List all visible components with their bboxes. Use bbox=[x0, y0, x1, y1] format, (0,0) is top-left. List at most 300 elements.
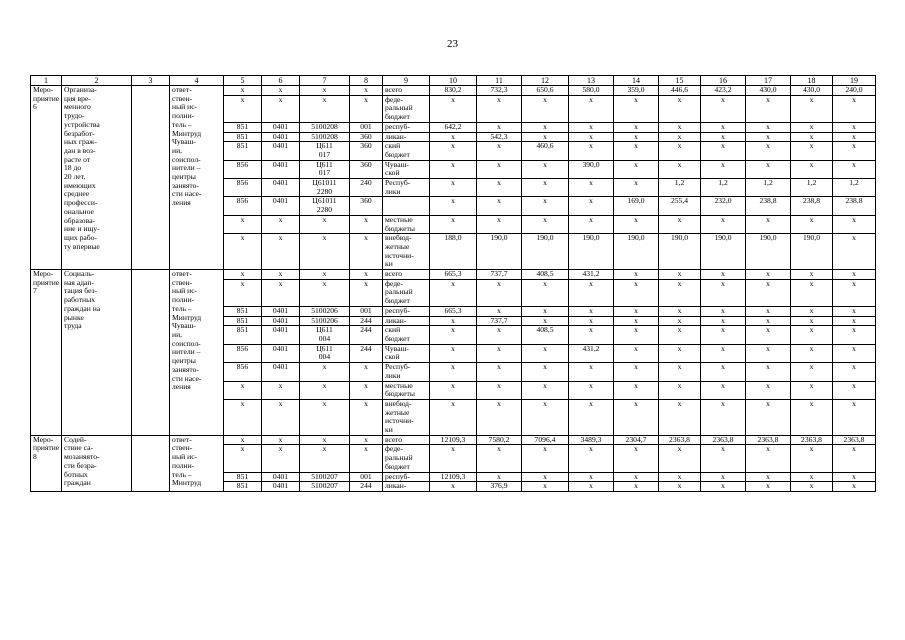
grbs-cell: 851 bbox=[224, 326, 262, 344]
value-cell: 255,4 bbox=[659, 197, 701, 215]
vr-cell: 001 bbox=[350, 306, 383, 316]
value-cell: x bbox=[659, 270, 701, 280]
value-cell: x bbox=[746, 215, 791, 233]
value-cell: x bbox=[614, 316, 659, 326]
value-cell: x bbox=[659, 326, 701, 344]
value-cell: x bbox=[522, 399, 569, 435]
value-cell: 376,9 bbox=[477, 482, 522, 492]
value-cell: 7580,2 bbox=[477, 435, 522, 445]
value-cell: x bbox=[701, 363, 746, 381]
funding-source-cell: Респуб- лики bbox=[383, 363, 430, 381]
rzpr-cell: 0401 bbox=[262, 472, 300, 482]
value-cell: x bbox=[614, 215, 659, 233]
value-cell: 240,0 bbox=[833, 86, 876, 96]
vr-cell: x bbox=[350, 270, 383, 280]
value-cell: x bbox=[833, 316, 876, 326]
value-cell: 190,0 bbox=[569, 234, 614, 270]
value-cell: x bbox=[430, 142, 477, 160]
value-cell: 359,0 bbox=[614, 86, 659, 96]
csr-cell: x bbox=[300, 445, 350, 472]
value-cell: x bbox=[701, 326, 746, 344]
value-cell: x bbox=[522, 132, 569, 142]
csr-cell: 5100208 bbox=[300, 132, 350, 142]
value-cell: x bbox=[569, 197, 614, 215]
value-cell: x bbox=[746, 122, 791, 132]
value-cell: x bbox=[430, 326, 477, 344]
value-cell: 1,2 bbox=[833, 179, 876, 197]
csr-cell: x bbox=[300, 279, 350, 306]
csr-cell: x bbox=[300, 86, 350, 96]
vr-cell: 360 bbox=[350, 197, 383, 215]
funding-source-cell: местные бюджеты bbox=[383, 215, 430, 233]
table-row bbox=[31, 435, 876, 445]
value-cell: x bbox=[477, 160, 522, 178]
rzpr-cell: 0401 bbox=[262, 306, 300, 316]
rzpr-cell: 0401 bbox=[262, 179, 300, 197]
value-cell: x bbox=[659, 122, 701, 132]
grbs-cell: x bbox=[224, 381, 262, 399]
value-cell: x bbox=[477, 472, 522, 482]
value-cell: x bbox=[701, 445, 746, 472]
value-cell: x bbox=[430, 95, 477, 122]
value-cell: x bbox=[746, 160, 791, 178]
measure-name-cell: Социаль- ная адап- тация без- работных граждан на рынке труда bbox=[62, 270, 132, 436]
value-cell: 650,6 bbox=[522, 86, 569, 96]
value-cell: x bbox=[522, 306, 569, 316]
vr-cell: 001 bbox=[350, 472, 383, 482]
value-cell: x bbox=[791, 445, 833, 472]
rzpr-cell: x bbox=[262, 381, 300, 399]
value-cell: x bbox=[614, 363, 659, 381]
value-cell: x bbox=[477, 179, 522, 197]
value-cell: x bbox=[614, 306, 659, 316]
value-cell: x bbox=[746, 95, 791, 122]
value-cell: 737,7 bbox=[477, 316, 522, 326]
value-cell: x bbox=[833, 326, 876, 344]
value-cell: x bbox=[569, 316, 614, 326]
value-cell: x bbox=[791, 381, 833, 399]
csr-cell: x bbox=[300, 381, 350, 399]
header-cell: 18 bbox=[791, 76, 833, 86]
value-cell: x bbox=[659, 142, 701, 160]
csr-cell: Ц611 017 bbox=[300, 142, 350, 160]
value-cell: x bbox=[791, 132, 833, 142]
value-cell: x bbox=[791, 482, 833, 492]
grbs-cell: 856 bbox=[224, 179, 262, 197]
value-cell: x bbox=[569, 179, 614, 197]
value-cell: x bbox=[659, 95, 701, 122]
value-cell: x bbox=[833, 142, 876, 160]
rzpr-cell: x bbox=[262, 445, 300, 472]
header-cell: 14 bbox=[614, 76, 659, 86]
value-cell: x bbox=[477, 399, 522, 435]
value-cell: x bbox=[833, 381, 876, 399]
value-cell: x bbox=[477, 344, 522, 362]
value-cell: 460,6 bbox=[522, 142, 569, 160]
value-cell: x bbox=[477, 197, 522, 215]
funding-source-cell: Респуб- лики bbox=[383, 179, 430, 197]
value-cell: 580,0 bbox=[569, 86, 614, 96]
table-row bbox=[31, 270, 876, 280]
value-cell: x bbox=[659, 132, 701, 142]
vr-cell: 244 bbox=[350, 326, 383, 344]
value-cell: 188,0 bbox=[430, 234, 477, 270]
value-cell: x bbox=[522, 344, 569, 362]
funding-source-cell: ликан- bbox=[383, 132, 430, 142]
header-cell: 2 bbox=[62, 76, 132, 86]
executor-cell: ответ- ствен- ный ис- полни- тель – Минтруд Чуваш- ии, соиспол- нители – центры заняято- сти насе- ления bbox=[170, 270, 224, 436]
value-cell: x bbox=[791, 363, 833, 381]
value-cell: x bbox=[614, 381, 659, 399]
value-cell: x bbox=[746, 482, 791, 492]
value-cell: x bbox=[477, 326, 522, 344]
csr-cell: x bbox=[300, 95, 350, 122]
value-cell: 2363,8 bbox=[659, 435, 701, 445]
rzpr-cell: 0401 bbox=[262, 316, 300, 326]
value-cell: x bbox=[659, 316, 701, 326]
value-cell: 423,2 bbox=[701, 86, 746, 96]
measure-name-cell: Организа- ция вре- менного трудо- устройства безработ- ных граж- дан в воз- расте от 18 до 20 лет, имеющих среднее професси- ональное образова- ние и ищу- щих рабо- ту впервые bbox=[62, 86, 132, 270]
page-number: 23 bbox=[447, 38, 458, 50]
measure-id-cell: Меро- приятие 7 bbox=[31, 270, 62, 436]
rzpr-cell: x bbox=[262, 270, 300, 280]
grbs-cell: x bbox=[224, 215, 262, 233]
vr-cell: x bbox=[350, 234, 383, 270]
rzpr-cell: x bbox=[262, 279, 300, 306]
grbs-cell: 851 bbox=[224, 142, 262, 160]
vr-cell: 244 bbox=[350, 482, 383, 492]
value-cell: x bbox=[701, 142, 746, 160]
rzpr-cell: 0401 bbox=[262, 326, 300, 344]
value-cell: x bbox=[659, 344, 701, 362]
rzpr-cell: 0401 bbox=[262, 363, 300, 381]
csr-cell: x bbox=[300, 234, 350, 270]
vr-cell: 360 bbox=[350, 142, 383, 160]
value-cell: x bbox=[614, 445, 659, 472]
value-cell: 2304,7 bbox=[614, 435, 659, 445]
funding-source-cell: Чуваш- ской bbox=[383, 344, 430, 362]
value-cell: 232,0 bbox=[701, 197, 746, 215]
value-cell: x bbox=[614, 132, 659, 142]
rzpr-cell: x bbox=[262, 86, 300, 96]
value-cell: x bbox=[430, 197, 477, 215]
value-cell: x bbox=[430, 482, 477, 492]
value-cell: 190,0 bbox=[746, 234, 791, 270]
value-cell: x bbox=[701, 160, 746, 178]
value-cell: x bbox=[791, 472, 833, 482]
value-cell: 1,2 bbox=[659, 179, 701, 197]
value-cell: 390,0 bbox=[569, 160, 614, 178]
value-cell: 190,0 bbox=[477, 234, 522, 270]
value-cell: 830,2 bbox=[430, 86, 477, 96]
grbs-cell: 851 bbox=[224, 122, 262, 132]
measure-id-cell: Меро- приятие 6 bbox=[31, 86, 62, 270]
value-cell: x bbox=[569, 279, 614, 306]
grbs-cell: x bbox=[224, 95, 262, 122]
value-cell: 642,2 bbox=[430, 122, 477, 132]
value-cell: 190,0 bbox=[614, 234, 659, 270]
header-cell: 19 bbox=[833, 76, 876, 86]
value-cell: x bbox=[746, 142, 791, 160]
value-cell: 431,2 bbox=[569, 344, 614, 362]
funding-source-cell: феде- ральный бюджет bbox=[383, 279, 430, 306]
value-cell: x bbox=[833, 95, 876, 122]
funding-source-cell: ликан- bbox=[383, 482, 430, 492]
value-cell: x bbox=[791, 399, 833, 435]
funding-source-cell: респуб- bbox=[383, 472, 430, 482]
csr-cell: x bbox=[300, 270, 350, 280]
header-cell: 10 bbox=[430, 76, 477, 86]
value-cell: x bbox=[614, 95, 659, 122]
value-cell: x bbox=[791, 279, 833, 306]
executor-cell: ответ- ствен- ный ис- полни- тель – Минтруд Чуваш- ии, соиспол- нители – центры заняято- сти насе- ления bbox=[170, 86, 224, 270]
value-cell: 190,0 bbox=[659, 234, 701, 270]
value-cell: 1,2 bbox=[701, 179, 746, 197]
value-cell: x bbox=[701, 279, 746, 306]
funding-source-cell: феде- ральный бюджет bbox=[383, 95, 430, 122]
header-cell: 13 bbox=[569, 76, 614, 86]
value-cell: x bbox=[614, 160, 659, 178]
value-cell: x bbox=[569, 381, 614, 399]
header-cell: 7 bbox=[300, 76, 350, 86]
value-cell: x bbox=[701, 316, 746, 326]
header-cell: 5 bbox=[224, 76, 262, 86]
value-cell: x bbox=[477, 122, 522, 132]
grbs-cell: 851 bbox=[224, 306, 262, 316]
value-cell: x bbox=[569, 482, 614, 492]
value-cell: 12109,3 bbox=[430, 472, 477, 482]
value-cell: x bbox=[833, 306, 876, 316]
header-cell: 11 bbox=[477, 76, 522, 86]
funding-source-cell: феде- ральный бюджет bbox=[383, 445, 430, 472]
value-cell: x bbox=[833, 234, 876, 270]
value-cell: x bbox=[701, 215, 746, 233]
value-cell: x bbox=[569, 215, 614, 233]
value-cell: x bbox=[833, 472, 876, 482]
column3-cell bbox=[132, 270, 170, 436]
grbs-cell: x bbox=[224, 435, 262, 445]
value-cell: x bbox=[430, 179, 477, 197]
grbs-cell: 856 bbox=[224, 344, 262, 362]
funding-source-cell: всего bbox=[383, 86, 430, 96]
value-cell: x bbox=[522, 160, 569, 178]
header-cell: 1 bbox=[31, 76, 62, 86]
grbs-cell: x bbox=[224, 86, 262, 96]
value-cell: 408,5 bbox=[522, 326, 569, 344]
column3-cell bbox=[132, 435, 170, 491]
value-cell: x bbox=[791, 344, 833, 362]
value-cell: x bbox=[614, 326, 659, 344]
header-cell: 16 bbox=[701, 76, 746, 86]
value-cell: x bbox=[430, 215, 477, 233]
value-cell: x bbox=[614, 344, 659, 362]
value-cell: x bbox=[791, 215, 833, 233]
value-cell: x bbox=[746, 381, 791, 399]
value-cell: x bbox=[701, 482, 746, 492]
value-cell: x bbox=[701, 472, 746, 482]
funding-source-cell: всего bbox=[383, 435, 430, 445]
executor-cell: ответ- ствен- ный ис- полни- тель – Минтруд bbox=[170, 435, 224, 491]
grbs-cell: 851 bbox=[224, 472, 262, 482]
vr-cell: x bbox=[350, 399, 383, 435]
header-row bbox=[31, 76, 876, 86]
value-cell: 732,3 bbox=[477, 86, 522, 96]
header-cell: 8 bbox=[350, 76, 383, 86]
csr-cell: 5100207 bbox=[300, 482, 350, 492]
csr-cell: Ц61011 2280 bbox=[300, 179, 350, 197]
rzpr-cell: 0401 bbox=[262, 142, 300, 160]
value-cell: x bbox=[701, 270, 746, 280]
value-cell: x bbox=[833, 482, 876, 492]
value-cell: x bbox=[701, 132, 746, 142]
header-cell: 15 bbox=[659, 76, 701, 86]
value-cell: x bbox=[477, 306, 522, 316]
value-cell: x bbox=[791, 95, 833, 122]
value-cell: 190,0 bbox=[522, 234, 569, 270]
rzpr-cell: 0401 bbox=[262, 122, 300, 132]
value-cell: x bbox=[477, 95, 522, 122]
rzpr-cell: 0401 bbox=[262, 197, 300, 215]
value-cell: 238,8 bbox=[791, 197, 833, 215]
header-cell: 4 bbox=[170, 76, 224, 86]
grbs-cell: x bbox=[224, 234, 262, 270]
grbs-cell: 851 bbox=[224, 316, 262, 326]
value-cell: 430,0 bbox=[746, 86, 791, 96]
funding-source-cell: внебюд- жетные источни- ки bbox=[383, 234, 430, 270]
vr-cell: x bbox=[350, 86, 383, 96]
vr-cell: x bbox=[350, 95, 383, 122]
value-cell: x bbox=[746, 363, 791, 381]
csr-cell: x bbox=[300, 435, 350, 445]
value-cell: x bbox=[659, 399, 701, 435]
funding-source-cell: ский бюджет bbox=[383, 142, 430, 160]
csr-cell: 5100206 bbox=[300, 306, 350, 316]
value-cell: x bbox=[569, 445, 614, 472]
value-cell: x bbox=[522, 316, 569, 326]
value-cell: x bbox=[659, 472, 701, 482]
value-cell: x bbox=[569, 363, 614, 381]
vr-cell: x bbox=[350, 363, 383, 381]
value-cell: x bbox=[746, 399, 791, 435]
value-cell: x bbox=[569, 132, 614, 142]
value-cell: x bbox=[746, 306, 791, 316]
value-cell: x bbox=[746, 279, 791, 306]
value-cell: x bbox=[522, 215, 569, 233]
value-cell: x bbox=[522, 482, 569, 492]
csr-cell: 5100206 bbox=[300, 316, 350, 326]
value-cell: x bbox=[701, 399, 746, 435]
value-cell: x bbox=[569, 399, 614, 435]
value-cell: x bbox=[833, 160, 876, 178]
value-cell: 2363,8 bbox=[746, 435, 791, 445]
value-cell: x bbox=[614, 472, 659, 482]
value-cell: 169,0 bbox=[614, 197, 659, 215]
value-cell: x bbox=[522, 279, 569, 306]
budget-table bbox=[30, 75, 876, 492]
value-cell: 1,2 bbox=[746, 179, 791, 197]
value-cell: 2363,8 bbox=[791, 435, 833, 445]
column3-cell bbox=[132, 86, 170, 270]
value-cell: x bbox=[791, 306, 833, 316]
grbs-cell: x bbox=[224, 270, 262, 280]
value-cell: 190,0 bbox=[701, 234, 746, 270]
value-cell: x bbox=[791, 270, 833, 280]
value-cell: x bbox=[746, 445, 791, 472]
rzpr-cell: 0401 bbox=[262, 344, 300, 362]
value-cell: x bbox=[833, 132, 876, 142]
grbs-cell: x bbox=[224, 399, 262, 435]
value-cell: 7096,4 bbox=[522, 435, 569, 445]
value-cell: x bbox=[746, 472, 791, 482]
csr-cell: Ц611 004 bbox=[300, 326, 350, 344]
vr-cell: x bbox=[350, 435, 383, 445]
rzpr-cell: 0401 bbox=[262, 160, 300, 178]
grbs-cell: 856 bbox=[224, 363, 262, 381]
measure-id-cell: Меро- приятие 8 bbox=[31, 435, 62, 491]
grbs-cell: 856 bbox=[224, 197, 262, 215]
value-cell: x bbox=[430, 344, 477, 362]
value-cell: x bbox=[569, 306, 614, 316]
header-cell: 6 bbox=[262, 76, 300, 86]
value-cell: x bbox=[833, 399, 876, 435]
value-cell: 238,8 bbox=[746, 197, 791, 215]
value-cell: x bbox=[659, 279, 701, 306]
funding-source-cell: респуб- bbox=[383, 122, 430, 132]
value-cell: x bbox=[522, 179, 569, 197]
value-cell: x bbox=[569, 142, 614, 160]
value-cell: 12109,3 bbox=[430, 435, 477, 445]
value-cell: x bbox=[477, 381, 522, 399]
vr-cell: 360 bbox=[350, 160, 383, 178]
value-cell: 3489,3 bbox=[569, 435, 614, 445]
rzpr-cell: 0401 bbox=[262, 132, 300, 142]
csr-cell: x bbox=[300, 399, 350, 435]
value-cell: x bbox=[659, 215, 701, 233]
value-cell: x bbox=[659, 160, 701, 178]
value-cell: x bbox=[569, 326, 614, 344]
header-cell: 3 bbox=[132, 76, 170, 86]
value-cell: x bbox=[569, 122, 614, 132]
value-cell: 665,3 bbox=[430, 270, 477, 280]
rzpr-cell: 0401 bbox=[262, 482, 300, 492]
header-cell: 9 bbox=[383, 76, 430, 86]
value-cell: x bbox=[701, 95, 746, 122]
value-cell: x bbox=[701, 344, 746, 362]
value-cell: x bbox=[614, 142, 659, 160]
value-cell: x bbox=[701, 306, 746, 316]
value-cell: x bbox=[659, 381, 701, 399]
value-cell: x bbox=[614, 122, 659, 132]
value-cell: x bbox=[833, 344, 876, 362]
value-cell: x bbox=[430, 445, 477, 472]
funding-source-cell bbox=[383, 197, 430, 215]
funding-source-cell: Чуваш- ской bbox=[383, 160, 430, 178]
value-cell: x bbox=[477, 363, 522, 381]
value-cell: x bbox=[746, 316, 791, 326]
vr-cell: x bbox=[350, 445, 383, 472]
value-cell: x bbox=[833, 215, 876, 233]
value-cell: x bbox=[833, 445, 876, 472]
value-cell: x bbox=[430, 132, 477, 142]
funding-source-cell: респуб- bbox=[383, 306, 430, 316]
value-cell: x bbox=[659, 306, 701, 316]
value-cell: x bbox=[477, 215, 522, 233]
value-cell: 190,0 bbox=[791, 234, 833, 270]
value-cell: x bbox=[746, 270, 791, 280]
value-cell: x bbox=[659, 363, 701, 381]
value-cell: x bbox=[477, 142, 522, 160]
value-cell: x bbox=[522, 381, 569, 399]
